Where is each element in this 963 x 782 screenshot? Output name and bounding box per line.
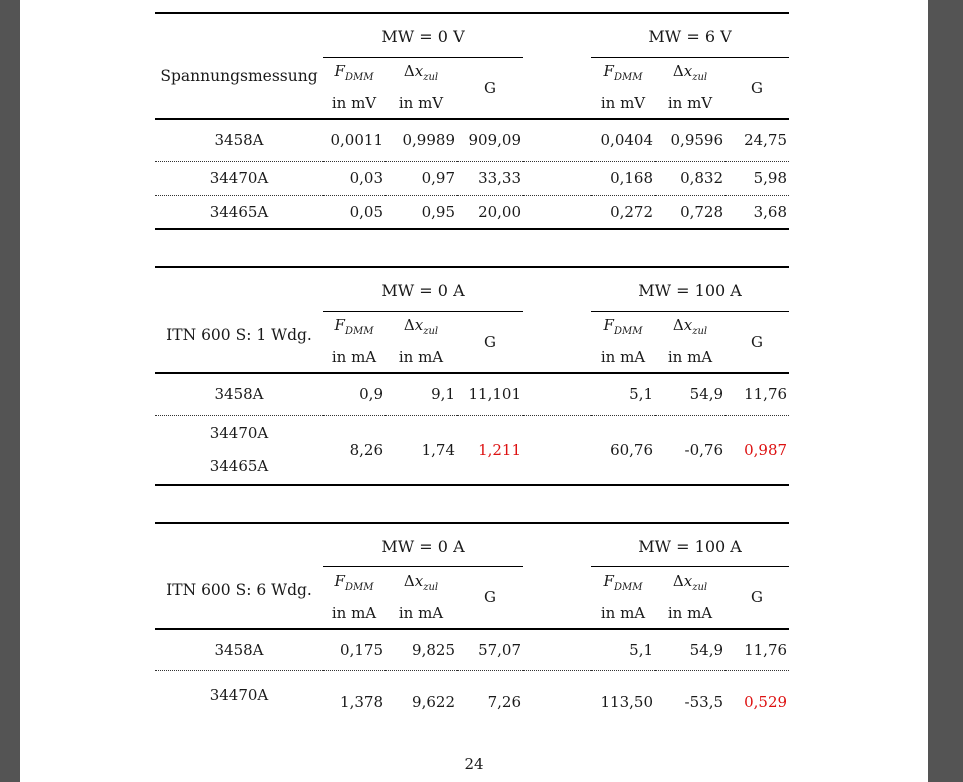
value-cell: 113,50	[600, 692, 654, 711]
group-header-right	[591, 267, 789, 311]
column-gap	[523, 13, 591, 119]
group-title: MW = 0 A	[381, 536, 465, 556]
value-cell: 909,09	[468, 131, 522, 150]
group-title: MW = 0 A	[381, 281, 465, 301]
value-cell: -0,76	[684, 440, 724, 459]
value-cell: 0,97	[421, 169, 455, 187]
col-header-dxzul: $\Delta x_{zul}$ in mA	[655, 311, 725, 373]
value-cell: 0,0404	[600, 131, 654, 150]
column-gap	[523, 119, 591, 161]
value-cell: 11,101	[468, 385, 522, 404]
group-header-left	[323, 523, 523, 567]
col-header-g: G	[457, 57, 523, 119]
column-gap	[523, 373, 591, 415]
group-header-right	[591, 13, 789, 57]
table-itn-600s-6wdg	[155, 522, 789, 733]
value-cell: 54,9	[689, 385, 724, 404]
device-cell	[155, 671, 323, 733]
value-cell: 11,76	[744, 385, 788, 404]
col-header-dxzul: $\Delta x_{zul}$ in mA	[385, 567, 457, 629]
value-cell: 5,98	[753, 169, 788, 187]
col-header-dxzul: $\Delta x_{zul}$ in mA	[385, 311, 457, 373]
value-cell: 0,03	[349, 169, 383, 187]
value-cell: -53,5	[684, 692, 724, 711]
value-cell: 0,728	[680, 202, 724, 221]
value-cell: 54,9	[689, 640, 724, 659]
col-header-g: G	[725, 311, 789, 373]
device-cell: 34465A	[209, 202, 269, 221]
group-header-left	[323, 267, 523, 311]
value-cell: 3,68	[753, 202, 788, 221]
col-header-fdmm: $F_{DMM}$ in mA	[591, 567, 655, 629]
value-cell: 20,00	[478, 202, 522, 221]
table-label: ITN 600 S: 6 Wdg.	[155, 523, 323, 629]
value-cell: 0,05	[349, 202, 383, 221]
column-gap	[523, 629, 591, 671]
table-row-merged	[155, 415, 789, 485]
group-header-row	[155, 267, 789, 311]
table-row	[155, 119, 789, 161]
table-label: ITN 600 S: 1 Wdg.	[155, 267, 323, 373]
value-cell: 5,1	[629, 385, 654, 404]
table-row	[155, 161, 789, 195]
col-header-fdmm: $F_{DMM}$ in mV	[591, 57, 655, 119]
value-cell: 0,0011	[330, 131, 383, 150]
table-spannungsmessung	[155, 12, 789, 230]
table-row	[155, 373, 789, 415]
column-gap	[523, 523, 591, 629]
col-header-dxzul: $\Delta x_{zul}$ in mV	[385, 57, 457, 119]
device-cell: 3458A	[214, 131, 264, 150]
group-title: MW = 100 A	[638, 281, 742, 301]
col-header-dxzul: $\Delta x_{zul}$ in mV	[655, 57, 725, 119]
value-cell: 7,26	[487, 692, 522, 711]
value-cell-out-of-spec: 0,987	[744, 440, 788, 459]
group-header-right	[591, 523, 789, 567]
col-header-dxzul: $\Delta x_{zul}$ in mA	[655, 567, 725, 629]
value-cell: 0,272	[610, 202, 654, 221]
col-header-fdmm: $F_{DMM}$ in mA	[591, 311, 655, 373]
col-header-g: G	[725, 567, 789, 629]
table-row	[155, 195, 789, 229]
value-cell: 1,74	[421, 440, 455, 459]
value-cell: 0,95	[421, 202, 455, 221]
value-cell: 0,9596	[670, 131, 724, 150]
table-row	[155, 629, 789, 671]
column-gap	[523, 415, 591, 485]
value-cell: 0,9	[359, 385, 383, 404]
group-header-row	[155, 523, 789, 567]
col-header-fdmm: $F_{DMM}$ in mV	[323, 57, 385, 119]
value-cell: 57,07	[478, 640, 522, 659]
value-cell: 0,832	[680, 169, 724, 187]
column-gap	[523, 267, 591, 373]
value-cell: 60,76	[610, 440, 654, 459]
table-itn-600s-1wdg	[155, 266, 789, 486]
group-title: MW = 100 A	[638, 536, 742, 556]
group-title: MW = 0 V	[381, 27, 465, 47]
document-page	[20, 0, 928, 782]
value-cell: 0,9989	[402, 131, 455, 150]
col-header-fdmm: $F_{DMM}$ in mA	[323, 567, 385, 629]
group-header-left	[323, 13, 523, 57]
value-cell-out-of-spec: 1,211	[478, 440, 522, 459]
group-title: MW = 6 V	[648, 27, 732, 47]
value-cell: 8,26	[349, 440, 383, 459]
group-header-row	[155, 13, 789, 57]
device-name: 34465A	[209, 456, 269, 475]
column-gap	[523, 195, 591, 229]
value-cell: 1,378	[340, 692, 383, 711]
col-header-fdmm: $F_{DMM}$ in mA	[323, 311, 385, 373]
value-cell: 0,168	[610, 169, 654, 187]
value-cell: 9,825	[412, 640, 455, 659]
device-cell: 3458A	[214, 640, 264, 659]
table-label: Spannungsmessung	[155, 13, 323, 119]
value-cell: 33,33	[478, 169, 522, 187]
column-gap	[523, 671, 591, 733]
col-header-g: G	[457, 567, 523, 629]
device-name: 34470A	[209, 686, 269, 704]
value-cell: 9,1	[431, 385, 455, 404]
value-cell: 11,76	[744, 640, 788, 659]
value-cell-out-of-spec: 0,529	[744, 692, 788, 711]
col-header-g: G	[725, 57, 789, 119]
device-cell: 34470A	[209, 169, 269, 187]
column-gap	[523, 161, 591, 195]
value-cell: 5,1	[629, 640, 654, 659]
page-number: 24	[464, 754, 484, 773]
table-row-merged	[155, 671, 789, 733]
value-cell: 0,175	[340, 640, 383, 659]
device-cell	[155, 415, 323, 485]
value-cell: 24,75	[744, 131, 788, 150]
device-cell: 3458A	[214, 385, 264, 404]
device-name: 34470A	[209, 423, 269, 442]
value-cell: 9,622	[412, 692, 455, 711]
col-header-g: G	[457, 311, 523, 373]
